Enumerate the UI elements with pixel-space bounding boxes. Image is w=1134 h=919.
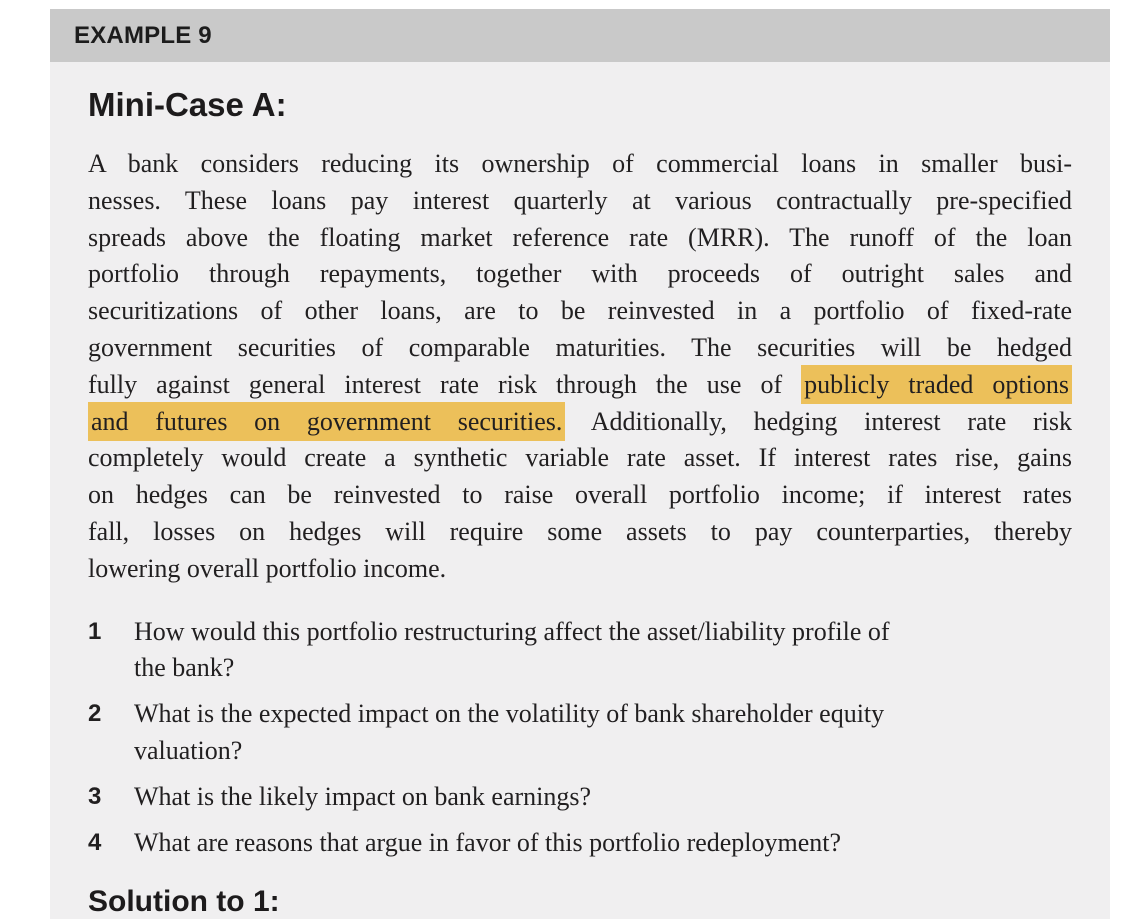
- question-item: [88, 825, 1072, 862]
- body-text: portfolio through repayments, together with proceeds of outright sales and: [88, 259, 1072, 289]
- paragraph-line: [88, 440, 1072, 477]
- question-line: the bank?: [134, 653, 235, 683]
- example-header: [50, 9, 1110, 62]
- paragraph-line: [88, 551, 1072, 588]
- question-item: [88, 696, 1072, 770]
- highlighted-text: and futures on government securities.: [88, 402, 565, 441]
- highlighted-text: publicly traded options: [801, 365, 1072, 404]
- paragraph-line: [88, 404, 1072, 441]
- paragraph-line: [88, 477, 1072, 514]
- paragraph-line: [88, 146, 1072, 183]
- body-text: securitizations of other loans, are to be reinvested in a portfolio of fixed-rate: [88, 296, 1072, 326]
- paragraph-line: [88, 183, 1072, 220]
- body-text: completely would create a synthetic variable rate asset. If interest rates rise, gains: [88, 443, 1072, 473]
- question-list: [88, 614, 1072, 862]
- body-text: spreads above the floating market reference rate (MRR). The runoff of the loan: [88, 222, 1072, 252]
- question-text: [134, 779, 591, 816]
- paragraph-line: [88, 514, 1072, 551]
- question-line: What is the likely impact on bank earnings?: [134, 781, 592, 811]
- paragraph-line: [88, 367, 1072, 404]
- body-text: A bank considers reducing its ownership of commercial loans in smaller busi-: [88, 149, 1072, 178]
- question-item: [88, 614, 1072, 688]
- question-line: How would this portfolio restructuring affect the asset/liability profile of: [134, 616, 890, 646]
- question-line: What are reasons that argue in favor of this portfolio redeployment?: [134, 827, 842, 857]
- example-box: [50, 9, 1110, 919]
- question-text: [134, 614, 890, 688]
- question-number: 2: [88, 700, 102, 728]
- body-text: on hedges can be reinvested to raise overall portfolio income; if interest rates: [88, 480, 1072, 510]
- case-paragraph: [88, 146, 1072, 588]
- paragraph-line: [88, 256, 1072, 293]
- paragraph-line: [88, 330, 1072, 367]
- body-text: fully against general interest rate risk through the use of: [88, 369, 802, 399]
- body-text: Additionally, hedging interest rate risk: [565, 406, 1072, 436]
- paragraph-line: [88, 220, 1072, 257]
- body-text: nesses. These loans pay interest quarterly at various contractually pre-specified: [88, 185, 1072, 215]
- example-label: EXAMPLE 9: [74, 21, 212, 49]
- paragraph-line: [88, 293, 1072, 330]
- question-line: valuation?: [134, 735, 243, 765]
- body-text: government securities of comparable maturities. The securities will be hedged: [88, 332, 1072, 362]
- solution-heading: Solution to 1:: [88, 885, 280, 919]
- question-item: [88, 779, 1072, 816]
- question-number: 4: [88, 828, 102, 856]
- body-text: fall, losses on hedges will require some assets to pay counterparties, thereby: [88, 516, 1072, 546]
- case-title: Mini-Case A:: [88, 86, 287, 123]
- question-text: [134, 696, 884, 770]
- question-line: What is the expected impact on the volatility of bank shareholder equity: [134, 699, 885, 729]
- question-text: [134, 825, 841, 862]
- question-number: 3: [88, 782, 102, 810]
- example-body: [50, 62, 1110, 919]
- body-text: lowering overall portfolio income.: [88, 553, 447, 583]
- question-number: 1: [88, 617, 102, 645]
